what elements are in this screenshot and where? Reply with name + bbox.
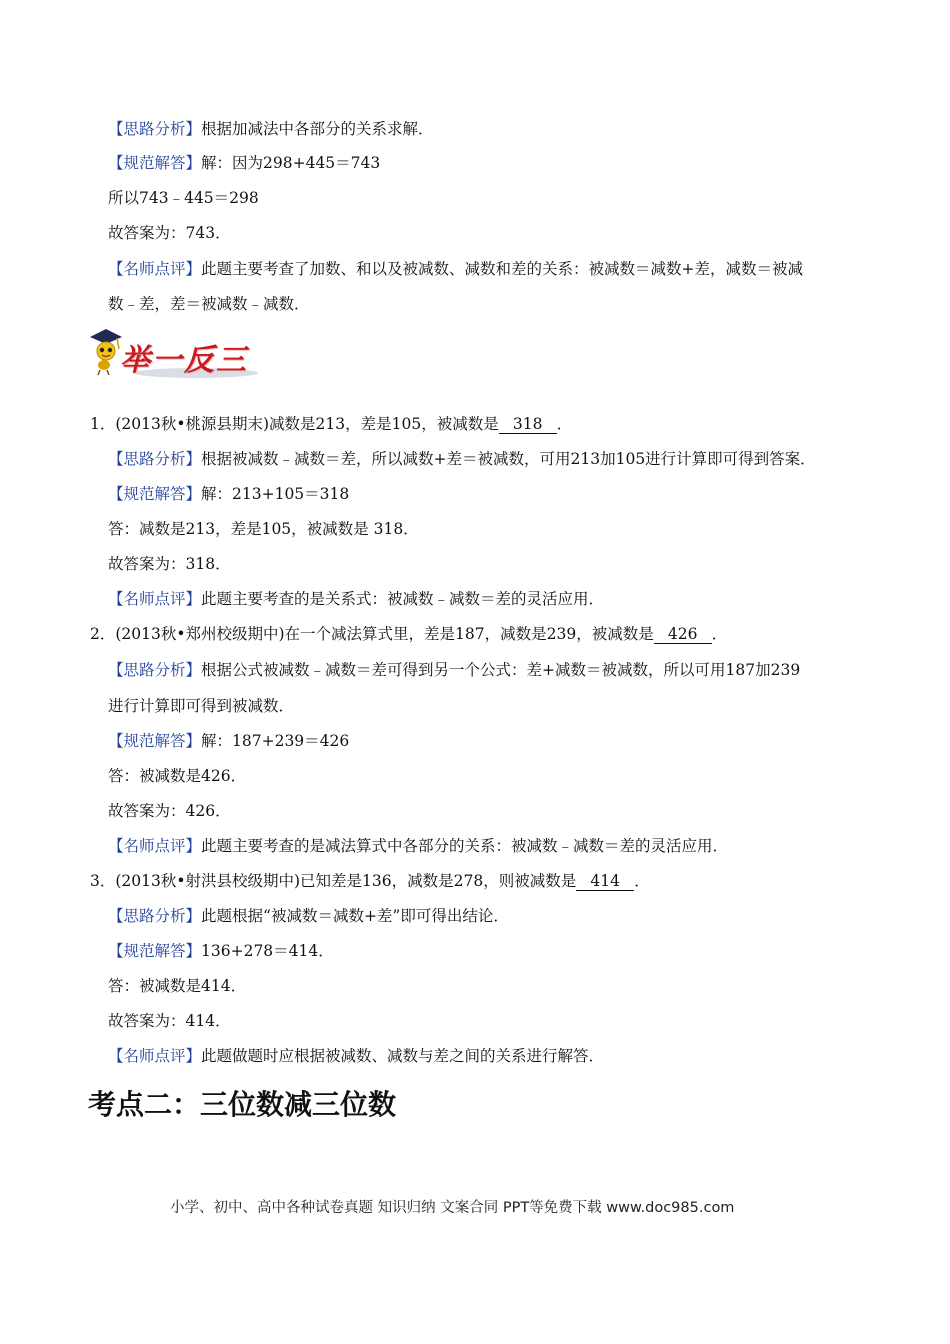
comment-tag: 【名师点评】: [108, 260, 202, 278]
problem-3-comment: [108, 1045, 604, 1067]
analysis-tag: 【思路分析】: [108, 120, 202, 138]
problem-3-final-line: 故答案为：414．: [108, 1012, 231, 1030]
solution-text: 136+278＝414．: [201, 942, 334, 960]
problem-3-solution: [108, 940, 334, 962]
comment-tag: 【名师点评】: [108, 837, 202, 855]
practice-banner: [86, 325, 261, 381]
comment-text: 此题主要考查了加数、和以及被减数、减数和差的关系：被减数＝减数+差，减数＝被减: [201, 260, 804, 278]
solution-text: 解：因为298+445＝743: [201, 154, 381, 172]
intro-solution-line: [108, 152, 380, 174]
solution-text: 解：213+105＝318: [201, 485, 350, 503]
comment-text: 此题做题时应根据被减数、减数与差之间的关系进行解答．: [201, 1047, 605, 1065]
banner-title: 举一反三: [120, 343, 248, 378]
problem-2-stem: [90, 623, 727, 645]
problem-stem-text: 1．(2013秋•桃源县期末)减数是213，差是105，被减数是: [90, 415, 499, 433]
problem-1-final-line: 故答案为：318．: [108, 555, 231, 573]
analysis-text: 根据被减数﹣减数＝差，所以减数+差＝被减数，可用213加105进行计算即可得到答案．: [201, 450, 816, 468]
solution-text: 解：187+239＝426: [201, 732, 350, 750]
page-footer: 小学、初中、高中各种试卷真题 知识归纳 文案合同 PPT等免费下载 www.doc985.com: [170, 1200, 735, 1216]
comment-tag: 【名师点评】: [108, 590, 202, 608]
solution-tag: 【规范解答】: [108, 732, 202, 750]
answer-blank: 426: [654, 625, 712, 644]
problem-stem-text: 2．(2013秋•郑州校级期中)在一个减法算式里，差是187，减数是239，被减数是: [90, 625, 654, 643]
analysis-text: 根据加减法中各部分的关系求解．: [201, 120, 434, 138]
solution-tag: 【规范解答】: [108, 942, 202, 960]
comment-text: 此题主要考查的是减法算式中各部分的关系：被减数﹣减数＝差的灵活应用．: [201, 837, 729, 855]
problem-1-analysis: [108, 448, 816, 470]
intro-line-3: 所以743﹣445＝298: [108, 189, 259, 207]
problem-1-answer-line: 答：减数是213，差是105，被减数是 318．: [108, 520, 419, 538]
analysis-tag: 【思路分析】: [108, 450, 202, 468]
comment-tag: 【名师点评】: [108, 1047, 202, 1065]
solution-tag: 【规范解答】: [108, 154, 202, 172]
answer-blank: 318: [499, 415, 557, 434]
problem-1-solution: [108, 483, 349, 505]
problem-2-solution: [108, 730, 349, 752]
problem-2-comment: [108, 835, 728, 857]
problem-3-analysis: [108, 905, 509, 927]
section-heading: 考点二：三位数减三位数: [88, 1088, 397, 1121]
stem-end: ．: [711, 625, 728, 643]
problem-2-final-line: 故答案为：426．: [108, 802, 231, 820]
analysis-text: 此题根据“被减数＝减数+差”即可得出结论．: [201, 907, 509, 925]
answer-blank: 414: [576, 872, 634, 891]
analysis-tag: 【思路分析】: [108, 661, 202, 679]
analysis-tag: 【思路分析】: [108, 907, 202, 925]
intro-line-4: 故答案为：743．: [108, 224, 231, 242]
comment-text: 此题主要考查的是关系式：被减数﹣减数＝差的灵活应用．: [201, 590, 605, 608]
problem-2-analysis-cont: 进行计算即可得到被减数．: [108, 697, 295, 715]
problem-1-stem: [90, 413, 572, 435]
intro-comment-line-2: 数﹣差，差＝被减数﹣减数．: [108, 295, 310, 313]
problem-stem-text: 3．(2013秋•射洪县校级期中)已知差是136，减数是278，则被减数是: [90, 872, 577, 890]
analysis-text: 根据公式被减数﹣减数＝差可得到另一个公式：差+减数＝被减数，所以可用187加239: [201, 661, 801, 679]
stem-end: ．: [556, 415, 573, 433]
problem-2-analysis: [108, 659, 800, 681]
problem-3-stem: [90, 870, 650, 892]
stem-end: ．: [634, 872, 650, 890]
solution-tag: 【规范解答】: [108, 485, 202, 503]
intro-comment-line: [108, 258, 803, 280]
problem-3-answer-line: 答：被减数是414．: [108, 977, 247, 995]
problem-1-comment: [108, 588, 604, 610]
problem-2-answer-line: 答：被减数是426．: [108, 767, 247, 785]
intro-analysis-line: [108, 118, 434, 140]
